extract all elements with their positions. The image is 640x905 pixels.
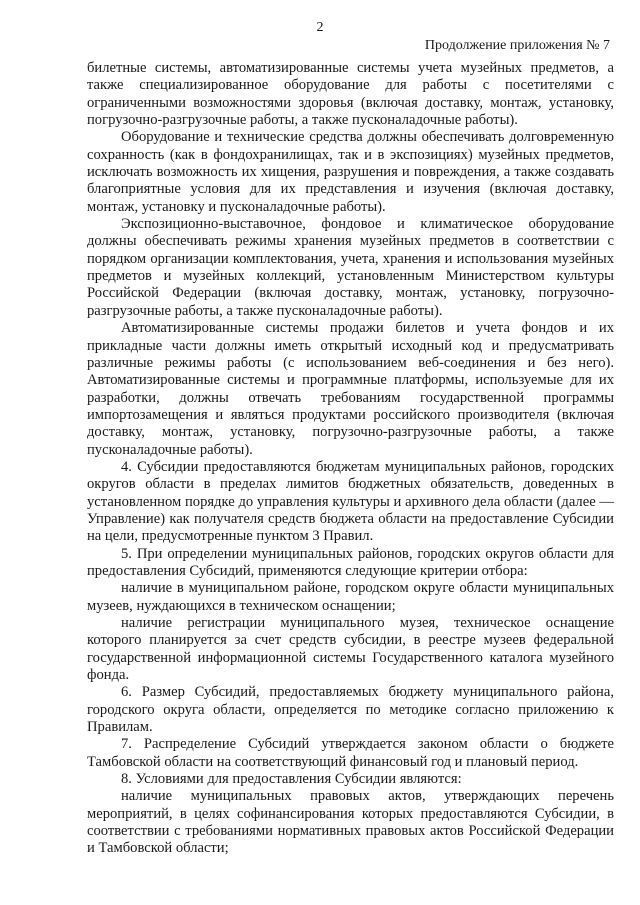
paragraph-criterion-1: наличие в муниципальном районе, городском округе области муниципальных музеев, нуждающихся в техническом оснащении; — [87, 580, 614, 614]
paragraph-item-6: 6. Размер Субсидий, предоставляемых бюджету муниципального района, городского округа области, определяется по методике согласно приложению к Правилам. — [87, 684, 614, 736]
paragraph-criterion-2: наличие регистрации муниципального музея, техническое оснащение которого планируется за счет средств субсидии, в реестре музеев федеральной государственной информационной системы Государственного каталога музейного фонда. — [87, 615, 614, 684]
paragraph-item-4: 4. Субсидии предоставляются бюджетам муниципальных районов, городских округов области в пределах лимитов бюджетных обязательств, доведенных в установленном порядке до управления культуры и архивного дела области (далее — Управление) как получателя средств бюджета области на предоставление Субсидии на цели, предусмотренные пунктом 3 Правил. — [87, 458, 614, 545]
paragraph-item-5: 5. При определении муниципальных районов, городских округов области для предоставления Субсидий, применяются следующие критерии отбора: — [87, 545, 614, 579]
page-number: 2 — [316, 20, 324, 35]
paragraph-exhibition-equipment: Экспозиционно-выставочное, фондовое и климатическое оборудование должны обеспечивать режимы хранения музейных предметов в соответствии с порядком организации комплектования, учета, хранения и использования музейных предметов и музейных коллекций, установленным Министерством культуры Российской Федерации (включая доставку, монтаж, установку, погрузочно-разгрузочные работы, а также пусконаладочные работы). — [87, 216, 614, 319]
paragraph-equipment-requirements: Оборудование и технические средства должны обеспечивать долговременную сохранность (как в фондохранилищах, так и в экспозициях) музейных предметов, исключать возможность их хищения, разрушения и повреждения, а также создавать благоприятные условия для их представления и изучения (включая доставку, монтаж, установку и пусконаладочные работы). — [87, 129, 614, 215]
paragraph-equipment-list-end: билетные системы, автоматизированные системы учета музейных предметов, а также специализированное оборудование для работы с посетителями с ограниченными возможностями здоровья (включая доставку, монтаж, установку, погрузочно-разгрузочные работы, а также пусконаладочные работы). — [87, 60, 614, 129]
paragraph-automated-systems: Автоматизированные системы продажи билетов и учета фондов и их прикладные части должны иметь открытый исходный код и предусматривать различные режимы работы (с использованием веб-соединения и без него). Автоматизированные системы и программные платформы, используемые для их разработки, должны отвечать требованиям государственной программы импортозамещения и являться продуктами российского производителя (включая доставку, монтаж, установку, погрузочно-разгрузочные работы, а также пусконаладочные работы). — [87, 320, 614, 458]
paragraph-item-7: 7. Распределение Субсидий утверждается законом области о бюджете Тамбовской области на соответствующий финансовый год и плановый период. — [87, 736, 614, 770]
document-body — [87, 60, 614, 858]
paragraph-condition-1: наличие муниципальных правовых актов, утверждающих перечень мероприятий, в целях софинансирования которых предоставляются Субсидии, в соответствии с требованиями нормативных правовых актов Российской Федерации и Тамбовской области; — [87, 788, 614, 857]
paragraph-item-8: 8. Условиями для предоставления Субсидии являются: — [121, 771, 462, 788]
appendix-continuation-label: Продолжение приложения № 7 — [424, 38, 610, 53]
